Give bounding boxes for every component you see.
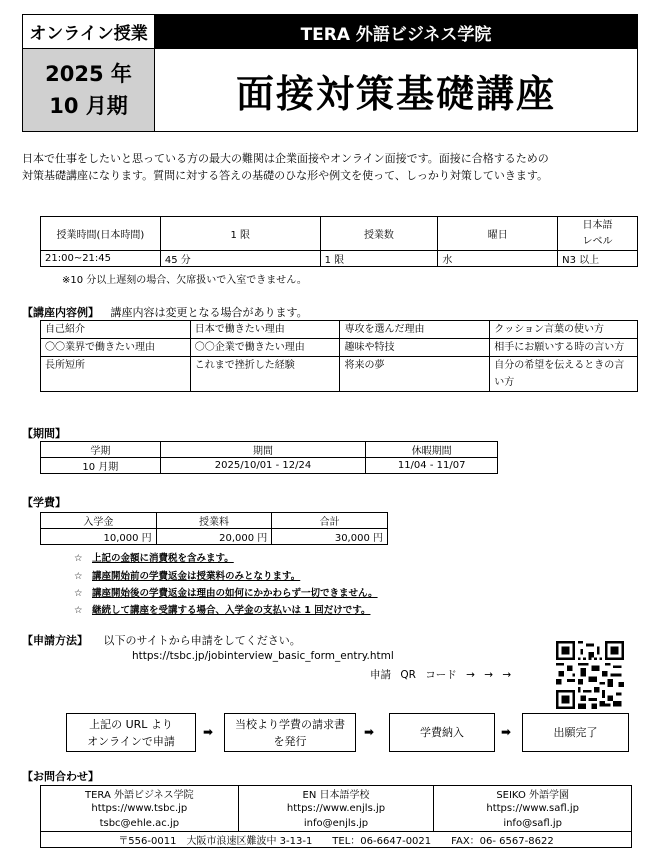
apply-heading: 【申請方法】 <box>22 634 88 647</box>
schedule-header-weekday: 曜日 <box>438 217 558 251</box>
contact-table <box>40 785 632 848</box>
fee-note-text: 講座開始後の学費返金は理由の如何にかかわらず一切できません。 <box>92 588 378 599</box>
contents-cell: 趣味や特技 <box>340 339 490 357</box>
fee-note-text: 上記の金額に消費税を含みます。 <box>92 553 234 564</box>
qr-code[interactable] <box>556 641 624 709</box>
right-arrow-icon: ➡ <box>203 725 214 739</box>
contact-email-link[interactable]: info@safl.jp <box>434 816 632 831</box>
schedule-header-time: 授業時間(日本時間) <box>41 217 161 251</box>
contents-heading-line <box>22 304 308 320</box>
schedule-time: 21:00~21:45 <box>41 251 161 267</box>
apply-heading-line <box>22 632 301 648</box>
contents-row <box>41 339 638 357</box>
contents-cell: 自己紹介 <box>41 321 191 339</box>
contact-school-name: TERA 外語ビジネス学院 <box>41 786 239 802</box>
course-header <box>22 14 638 132</box>
contents-row <box>41 321 638 339</box>
period-header-row <box>41 442 498 458</box>
contact-school-name: EN 日本語学校 <box>238 786 434 802</box>
fees-tuition: 20,000 円 <box>156 529 272 545</box>
period-dates: 2025/10/01 - 12/24 <box>160 458 366 474</box>
step-invoice: 当校より学費の請求書 を発行 <box>224 713 356 752</box>
period-table <box>40 441 498 474</box>
late-note: ※10 分以上遅刻の場合、欠席扱いで入室できません。 <box>62 275 307 286</box>
fees-total: 30,000 円 <box>272 529 388 545</box>
contact-website-link[interactable]: https://www.safl.jp <box>434 801 632 816</box>
contents-row <box>41 357 638 392</box>
intro-line-1: 日本で仕事をしたいと思っている方の最大の難関は企業面接やオンライン面接です。面接に合格するための <box>22 152 549 165</box>
apply-instruction: 以下のサイトから申請をしてください。 <box>103 634 301 647</box>
schedule-header-count: 授業数 <box>320 217 438 251</box>
contents-cell: 〇〇業界で働きたい理由 <box>41 339 191 357</box>
contact-mail-row <box>41 816 632 831</box>
contents-cell: 将来の夢 <box>340 357 490 392</box>
star-icon: ☆ <box>74 571 83 582</box>
fee-note <box>74 568 300 582</box>
schedule-header-level: 日本語 レベル <box>558 217 638 251</box>
right-arrow-icon: ➡ <box>364 725 375 739</box>
contact-school-name: SEIKO 外語学園 <box>434 786 632 802</box>
schedule-level: N3 以上 <box>558 251 638 267</box>
fee-note-text: 講座開始前の学費返金は授業料のみとなります。 <box>92 571 301 582</box>
contents-cell: これまで挫折した経験 <box>190 357 340 392</box>
fees-header-row <box>41 513 388 529</box>
contents-cell: クッション言葉の使い方 <box>490 321 638 339</box>
schedule-count: 1 限 <box>320 251 438 267</box>
contact-email-link[interactable]: info@enjls.jp <box>238 816 434 831</box>
step-complete: 出願完了 <box>522 713 629 752</box>
contact-heading: 【お問合わせ】 <box>22 770 99 783</box>
contents-cell: 〇〇企業で働きたい理由 <box>190 339 340 357</box>
course-title: 面接対策基礎講座 <box>235 71 556 116</box>
fee-note <box>74 550 234 564</box>
schedule-header-period: 1 限 <box>160 217 320 251</box>
intro-text <box>22 150 642 184</box>
star-icon: ☆ <box>74 588 83 599</box>
schedule-header-row <box>41 217 638 251</box>
right-arrow-icon: ➡ <box>501 725 512 739</box>
contact-name-row <box>41 786 632 802</box>
period-header-term: 学期 <box>41 442 161 458</box>
fee-note <box>74 602 370 616</box>
fees-table <box>40 512 388 545</box>
intro-line-2: 対策基礎講座になります。質問に対する答えの基礎のひな形や例文を使って、しっかり対策していきます。 <box>22 169 549 182</box>
schedule-duration: 45 分 <box>160 251 320 267</box>
contact-website-link[interactable]: https://www.tsbc.jp <box>41 801 239 816</box>
contact-address: 〒556-0011 大阪市浪速区難波中 3-13-1 TEL：06-6647-0021 FAX：06- 6567-8622 <box>41 831 632 847</box>
apply-url-link[interactable]: https://tsbc.jp/jobinterview_basic_form_entry.html <box>132 650 394 662</box>
contents-subnote: 講座内容は変更となる場合があります。 <box>110 306 308 319</box>
fee-note-text: 継続して講座を受講する場合、入学金の支払いは 1 回だけです。 <box>92 605 371 616</box>
contents-table <box>40 320 638 392</box>
fee-note <box>74 585 378 599</box>
period-holiday: 11/04 - 11/07 <box>366 458 498 474</box>
period-heading: 【期間】 <box>22 427 66 440</box>
star-icon: ☆ <box>74 605 83 616</box>
contents-heading: 【講座内容例】 <box>22 306 99 319</box>
fees-heading: 【学費】 <box>22 496 66 509</box>
contact-address-row <box>41 831 632 847</box>
school-name-banner: TERA 外語ビジネス学院 <box>155 15 637 49</box>
step-payment: 学費納入 <box>389 713 495 752</box>
schedule-table <box>40 216 638 267</box>
qr-label: 申請 QR コード → → → <box>370 669 512 681</box>
period-term: 10 月期 <box>41 458 161 474</box>
contact-web-row <box>41 801 632 816</box>
contact-website-link[interactable]: https://www.enjls.jp <box>238 801 434 816</box>
contents-cell: 相手にお願いする時の言い方 <box>490 339 638 357</box>
contact-email-link[interactable]: tsbc@ehle.ac.jp <box>41 816 239 831</box>
period-header-holiday: 休暇期間 <box>366 442 498 458</box>
fees-header-total: 合計 <box>272 513 388 529</box>
contents-cell: 専攻を選んだ理由 <box>340 321 490 339</box>
fees-header-tuition: 授業料 <box>156 513 272 529</box>
contents-cell: 日本で働きたい理由 <box>190 321 340 339</box>
online-class-tag: オンライン授業 <box>23 15 155 49</box>
term-box <box>23 49 155 131</box>
period-data-row <box>41 458 498 474</box>
star-icon: ☆ <box>74 553 83 564</box>
period-header-dates: 期間 <box>160 442 366 458</box>
fees-header-admission: 入学金 <box>41 513 157 529</box>
term-year: 2025 年 <box>45 62 132 86</box>
contents-cell: 長所短所 <box>41 357 191 392</box>
schedule-weekday: 水 <box>438 251 558 267</box>
term-month: 10 月期 <box>49 94 128 118</box>
fees-data-row <box>41 529 388 545</box>
contents-cell: 自分の希望を伝えるときの言い方 <box>490 357 638 392</box>
schedule-data-row <box>41 251 638 267</box>
fees-admission: 10,000 円 <box>41 529 157 545</box>
step-apply-online: 上記の URL より オンラインで申請 <box>66 713 196 752</box>
